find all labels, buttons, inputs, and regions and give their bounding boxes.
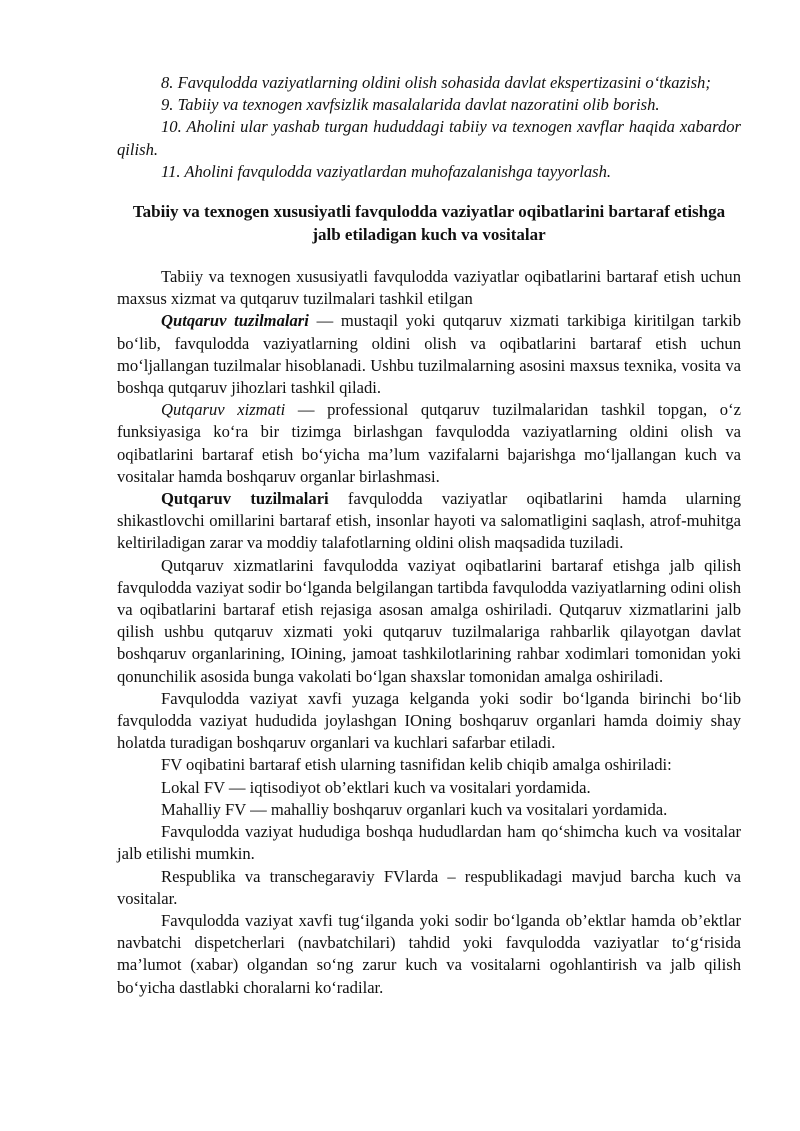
paragraph-qutqaruv-tuzilmalari-purpose (117, 488, 741, 555)
definition-text: — mustaqil yoki qutqaruv xizmati tarkibiga kiritilgan tarkib bo‘lib, favqulodda vaziyatlarning oldini olish va oqibatlarini bartaraf etish uchun mo‘ljallangan tuzilmalar hisoblanadi. Ushbu tuzilmalarning asosini maxsus texnika, vosita va boshqa qutqaruv jihozlari tashkil qiladi. (117, 311, 742, 398)
paragraph-regional: Mahalliy FV — mahalliy boshqaruv organlari kuch va vositalari yordamida. (161, 799, 668, 819)
paragraph-republic: Respublika va transchegaraviy FVlarda – respublikadagi mavjud barcha kuch va vositalar. (117, 866, 741, 908)
paragraph-mobilization: Favqulodda vaziyat xavfi yuzaga kelganda yoki sodir bo‘lganda birinchi bo‘lib favqulodda vaziyat hududida joylashgan IOning boshqaruv organlari hamda doimiy shay holatda turadigan boshqaruv organlari va kuchlari safarbar etiladi. (117, 688, 741, 753)
document-page (117, 72, 741, 999)
paragraph-qutqaruv-tuzilmalari-definition (117, 310, 741, 399)
section-heading: Tabiiy va texnogen xususiyatli favqulodda vaziyatlar oqibatlarini bartaraf etishga jalb etiladigan kuch va vositalar (132, 202, 726, 244)
paragraph-classification: FV oqibatini bartaraf etish ularning tasnifidan kelib chiqib amalga oshiriladi: (161, 755, 672, 775)
term-qutqaruv-tuzilmalari: Qutqaruv tuzilmalari (161, 311, 309, 331)
list-item-11: 11. Aholini favqulodda vaziyatlardan muhofazalanishga tayyorlash. (161, 161, 612, 181)
list-item-8: 8. Favqulodda vaziyatlarning oldini olish sohasida davlat ekspertizasini o‘tkazish; (161, 73, 711, 92)
purpose-text: favqulodda vaziyatlar oqibatlarini hamda ularning shikastlovchi omillarini bartaraf etish, insonlar hayoti va salomatligini saqlash, atrof-muhitga keltiriladigan zarar va moddiy talafotlarning oldini olish maqsadida tuziladi. (117, 489, 741, 553)
definition-text: — professional qutqaruv tuzilmalaridan tashkil topgan, o‘z funksiyasiga ko‘ra bir tizimga birlashgan favqulodda vaziyatlarning oldini olish va oqibatlarini bartaraf etish bo‘yicha ma’lum vazifalarni bajarishga mo‘ljallangan kuch va vositalar hamda boshqaruv organlar birlashmasi. (117, 400, 741, 486)
term-qutqaruv-tuzilmalari-bold: Qutqaruv tuzilmalari (161, 489, 329, 509)
paragraph-qutqaruv-xizmati-definition (117, 399, 741, 488)
list-item-10: 10. Aholini ular yashab turgan hududdagi tabiiy va texnogen xavflar haqida xabardor qilish. (117, 117, 741, 159)
paragraph-additional-forces: Favqulodda vaziyat hududiga boshqa hududlardan ham qo‘shimcha kuch va vositalar jalb etilishi mumkin. (117, 822, 741, 864)
list-item-9: 9. Tabiiy va texnogen xavfsizlik masalalarida davlat nazoratini olib borish. (161, 95, 660, 115)
paragraph-engagement: Qutqaruv xizmatlarini favqulodda vaziyat oqibatlarini bartaraf etishga jalb qilish favqulodda vaziyat sodir bo‘lganda belgilangan tartibda favqulodda vaziyatlarning odini olish va oqibatlarini bartaraf etish rejasiga asosan amalga oshiriladi. Qutqaruv xizmatlarini jalb qilish ushbu qutqaruv xizmati yoki qutqaruv tuzilmalariga rahbarlik qilayotgan davlat boshqaruv organlarining, IOining, jamoat tashkilotlarining rahbar xodimlari tomonidan yoki qonunchilik asosida bunga vakolati bo‘lgan shaxslar tomonidan amalga oshiriladi. (117, 555, 741, 686)
paragraph-dispatchers: Favqulodda vaziyat xavfi tug‘ilganda yoki sodir bo‘lganda ob’ektlar hamda ob’ektlar navbatchi dispetcherlari (navbatchilari) tahdid yoki favqulodda vaziyatlar to‘g‘risida ma’lumot (xabar) olgandan so‘ng zarur kuch va vositalarni ogohlantirish va jalb qilish bo‘yicha dastlabki choralarni ko‘radilar. (117, 910, 741, 997)
paragraph-local: Lokal FV — iqtisodiyot ob’ektlari kuch va vositalari yordamida. (161, 777, 591, 797)
term-qutqaruv-xizmati: Qutqaruv xizmati (161, 400, 286, 420)
paragraph-intro: Tabiiy va texnogen xususiyatli favqulodda vaziyatlar oqibatlarini bartaraf etish uchun maxsus xizmat va qutqaruv tuzilmalari tashkil etilgan (117, 267, 741, 309)
